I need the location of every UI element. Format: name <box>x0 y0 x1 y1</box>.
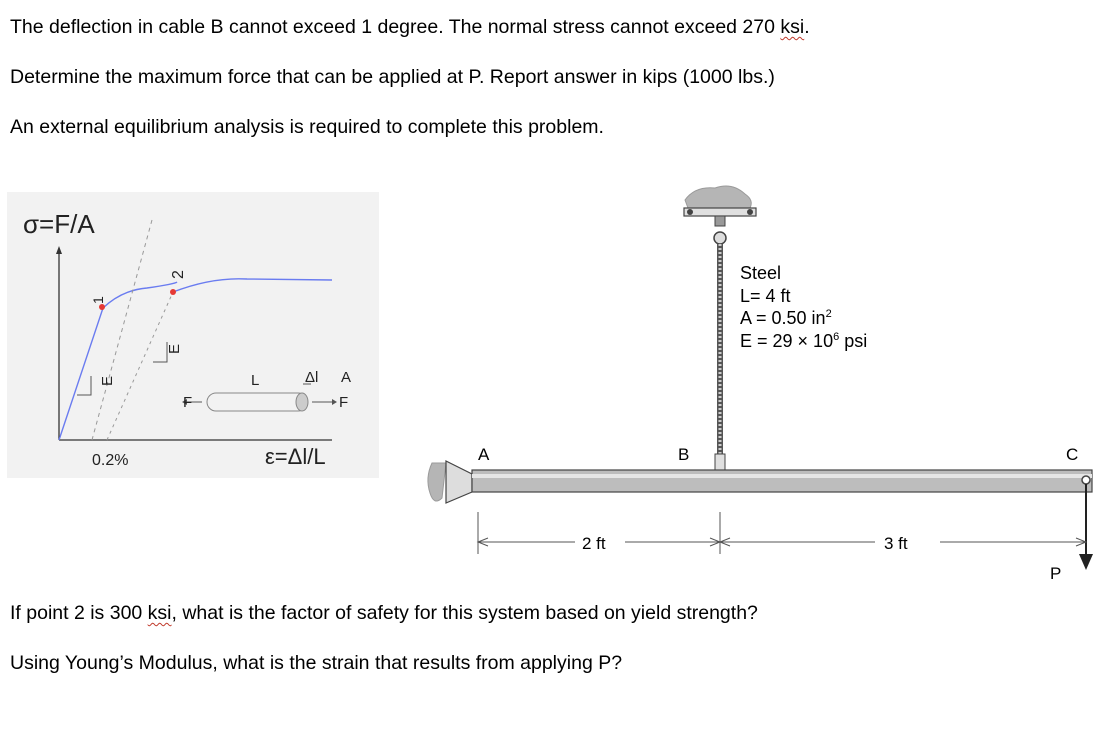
beam-highlight <box>472 474 1092 478</box>
bar-dl: Δl <box>305 369 319 386</box>
bar-L: L <box>251 372 260 389</box>
cable-bottom-clip <box>715 454 725 470</box>
beam-diagram <box>420 178 1114 588</box>
cable-modulus-value: E = 29 × 10 <box>740 330 834 351</box>
cable-modulus-unit: psi <box>839 330 868 351</box>
modulus-label-2: E <box>166 343 183 354</box>
pin-bracket <box>446 461 472 503</box>
point-C-label: C <box>1066 445 1079 464</box>
problem-line-1-end: . <box>804 16 810 38</box>
sigma-eq: σ=F/A <box>23 209 95 239</box>
y-axis-arrow <box>56 246 62 254</box>
bar-arrow-right-head <box>332 399 337 405</box>
question-1-ksi: ksi <box>147 602 172 624</box>
cable-modulus <box>740 330 867 353</box>
pin-C-icon <box>1082 476 1090 484</box>
bolt-left-icon <box>687 209 693 215</box>
cable-length: L= 4 ft <box>740 285 791 306</box>
load-P-label: P <box>1050 564 1062 583</box>
bolt-right-icon <box>747 209 753 215</box>
point-2-marker <box>170 289 176 295</box>
cable-area <box>740 307 867 330</box>
problem-line-3: An external equilibrium analysis is required to complete this problem. <box>10 116 604 138</box>
problem-line-2: Determine the maximum force that can be applied at P. Report answer in kips (1000 lbs.) <box>10 66 775 88</box>
bar-F-left: F <box>183 394 193 411</box>
question-1-text: If point 2 is 300 <box>10 602 148 624</box>
beam-cable-figure <box>420 178 1114 588</box>
dim-AB-label: 2 ft <box>582 534 606 553</box>
epsilon-eq: ε=Δl/L <box>265 444 326 469</box>
load-arrow-head <box>1079 554 1093 570</box>
bar-outline <box>207 393 307 411</box>
problem-line-1-text: The deflection in cable B cannot exceed 1 degree. The normal stress cannot exceed 270 <box>10 16 781 38</box>
curve-elastic <box>59 282 177 440</box>
ksi-unit: ksi <box>780 16 805 38</box>
offset-label: 0.2% <box>92 452 129 469</box>
cable-top-pin <box>714 232 726 244</box>
ceiling-support <box>685 186 751 208</box>
cable-clevis <box>715 216 725 226</box>
dim-BC-label: 3 ft <box>884 534 908 553</box>
bar-A: A <box>341 369 352 386</box>
bar-F-right: F <box>339 394 349 411</box>
modulus-label-1: E <box>99 375 116 386</box>
beam <box>472 470 1092 492</box>
curve-plastic <box>173 279 332 292</box>
problem-line-1 <box>10 16 810 39</box>
question-2: Using Young’s Modulus, what is the strain that results from applying P? <box>10 652 623 674</box>
stress-strain-diagram <box>7 192 379 478</box>
cable-area-exp: 2 <box>825 308 832 320</box>
cable-area-value: A = 0.50 in <box>740 308 826 328</box>
cable-properties <box>740 262 867 352</box>
question-1-end: , what is the factor of safety for this system based on yield strength? <box>171 602 758 624</box>
slope-triangle-2 <box>153 342 167 362</box>
question-1 <box>10 602 758 625</box>
wall-support <box>428 463 446 501</box>
point-1-label: 1 <box>90 296 106 304</box>
cable-modulus-exp: 6 <box>833 330 840 343</box>
stress-strain-inset <box>7 192 379 478</box>
ceiling-plate <box>684 208 756 216</box>
point-B-label: B <box>678 445 690 464</box>
point-2-label: 2 <box>170 270 187 279</box>
point-A-label: A <box>478 445 490 464</box>
cable-material: Steel <box>740 263 782 283</box>
offset-line-2 <box>107 292 173 440</box>
bar-end <box>296 393 308 411</box>
